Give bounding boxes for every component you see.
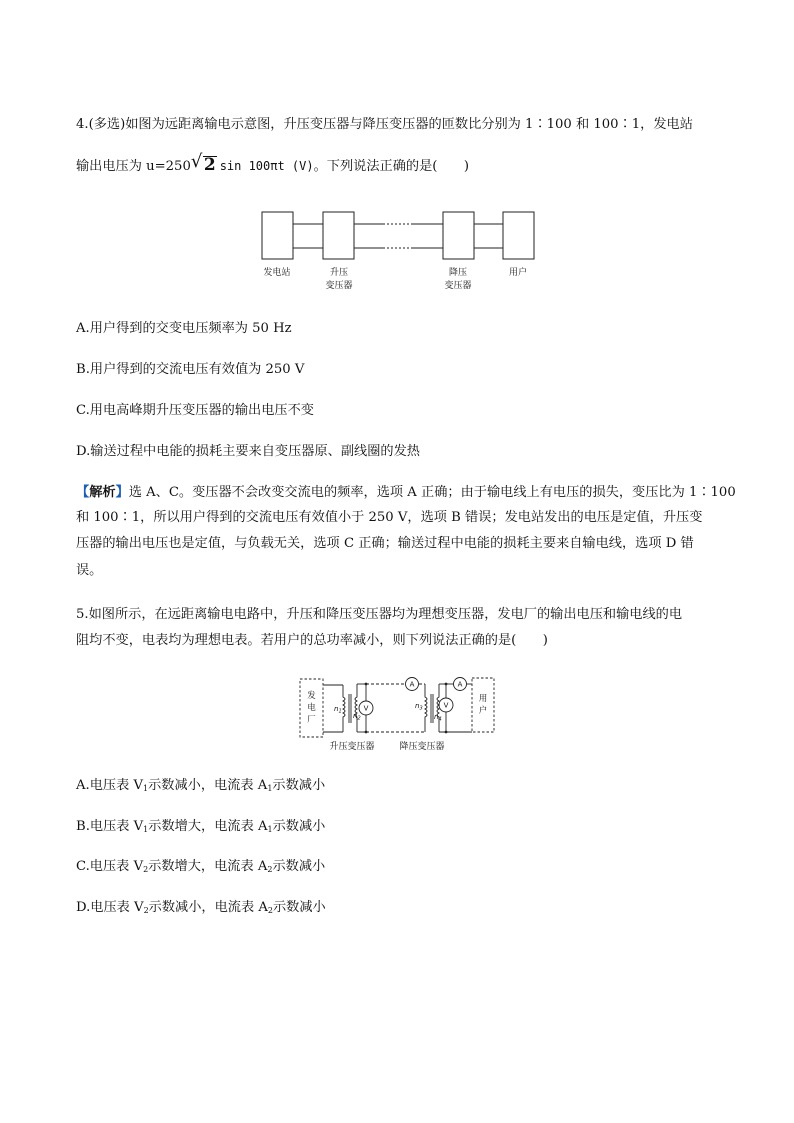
q5-option-c: C.电压表 $V_2$示数增大，电流表 $A_2$示数减小 <box>76 859 326 874</box>
svg-text:n4: $n_4$ <box>434 713 442 723</box>
q4-option-d: D.输送过程中电能的损耗主要来自变压器原、副线圈的发热 <box>76 444 420 459</box>
q4-stem-tail: 。下列说法正确的是( ) <box>313 159 469 174</box>
q5-option-d: D.电压表 $V_2$示数减小，电流表 $A_2$示数减小 <box>76 900 326 915</box>
label-step-down-transformer: 降压变压器 <box>399 742 445 752</box>
q4-voltage-prefix: 输出电压为 u=250 <box>76 159 191 174</box>
svg-text:V: V <box>363 704 369 713</box>
station-box <box>262 212 293 259</box>
q4-stem-line1: 4.(多选)如图为远距离输电示意图，升压变压器与降压变压器的匝数比分别为 1∶100 和 100∶1，发电站 <box>76 117 693 132</box>
gen-label-1: 发 <box>307 691 316 701</box>
user-label-1: 用 <box>478 694 488 704</box>
transmission-circuit-diagram <box>296 672 498 756</box>
q5-stem-line2: 阻均不变，电表均为理想电表。若用户的总功率减小，则下列说法正确的是( ) <box>76 633 548 648</box>
label-step-up-2: 变压器 <box>325 281 353 291</box>
analysis-tag: 解析 <box>89 485 116 500</box>
label-step-up-transformer: 升压变压器 <box>329 742 375 752</box>
q4-option-c: C.用电高峰期升压变压器的输出电压不变 <box>76 403 314 418</box>
power-transmission-diagram <box>255 208 540 294</box>
svg-text:A: A <box>409 680 415 689</box>
q4-analysis-line4: 误。 <box>76 563 103 578</box>
q4-analysis-line1: 【解析】选 A、C。变压器不会改变交流电的频率，选项 A 正确；由于输电线上有电压的损失，变压比为 1∶100 <box>76 485 736 500</box>
q5-option-a: A.电压表 $V_1$示数减小，电流表 $A_1$示数减小 <box>76 778 326 793</box>
q4-stem-line2 <box>76 151 469 176</box>
q4-analysis-line2: 和 100∶1，所以用户得到的交流电压有效值小于 250 V，选项 B 错误；发电站发出的电压是定值，升压变 <box>76 510 703 525</box>
step-up-box <box>323 212 354 259</box>
label-step-up-1: 升压 <box>329 268 349 278</box>
user-box <box>503 212 534 259</box>
label-step-down-2: 变压器 <box>444 281 472 291</box>
analysis-text-1: 选 A、C。变压器不会改变交流电的频率，选项 A 正确；由于输电线上有电压的损失，变压比为 1∶100 <box>128 485 736 500</box>
label-user: 用户 <box>508 268 528 278</box>
svg-text:n2: $n_2$ <box>353 712 361 722</box>
label-step-down-1: 降压 <box>448 268 468 278</box>
q4-analysis-line3: 压器的输出电压也是定值，与负载无关，选项 C 正确；输送过程中电能的损耗主要来自输电线，选项 D 错 <box>76 536 694 551</box>
user-label-2: 户 <box>478 706 488 716</box>
gen-label-3: 厂 <box>307 715 316 725</box>
q5-stem-line1: 5.如图所示，在远距离输电电路中，升压和降压变压器均为理想变压器，发电厂的输出电压和输电线的电 <box>76 607 683 622</box>
q4-option-a: A.用户得到的交变电压频率为 50 Hz <box>76 321 292 336</box>
q4-option-b: B.用户得到的交流电压有效值为 250 V <box>76 362 305 377</box>
label-station: 发电站 <box>263 268 291 278</box>
q5-option-b: B.电压表 $V_1$示数增大，电流表 $A_1$示数减小 <box>76 819 326 834</box>
q4-voltage-expression: sin 100πt (V) <box>219 159 314 173</box>
gen-label-2: 电 <box>307 703 316 713</box>
svg-text:n3: $n_3$ <box>415 702 423 712</box>
svg-text:V: V <box>443 701 449 710</box>
step-down-box <box>443 212 474 259</box>
sqrt-symbol: √ 2 <box>190 151 216 175</box>
svg-text:A: A <box>457 680 463 689</box>
user-box-5 <box>472 678 494 732</box>
svg-text:n1: $n_1$ <box>334 705 342 715</box>
